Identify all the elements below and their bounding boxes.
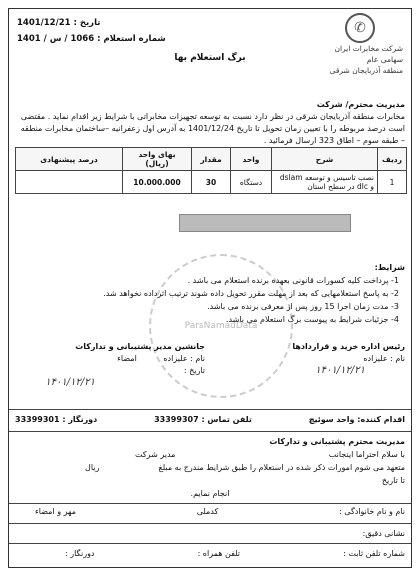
sig-left-name-label: نام : [190,354,205,363]
divider [9,543,411,544]
inquiry-form [8,8,412,568]
identity-row [15,507,405,516]
address-label: نشانی دقیق: [362,529,405,538]
condition-item: 3- مدت زمان اجرا 15 روز پس از معرفی برنده می باشد. [207,302,399,311]
number-row [17,31,166,47]
sig-left-name: علیزاده [163,354,188,363]
col-unit: واحد [231,148,272,171]
sig-left-handwritten-date: ۱۴۰۱/۱۲/۲۱ [45,377,95,388]
reply-currency: ریال [85,463,100,472]
divider [9,503,411,504]
tel-label: شماره تلفن ثابت : [343,549,405,558]
items-table [15,147,407,194]
cell-price: 10.000.000 [123,171,192,194]
table-header-row [16,148,407,171]
sig-right-name-label: نام : [390,354,405,363]
header-meta [17,15,166,47]
cell-unit: دستگاه [231,171,272,194]
condition-item: 4- جزئیات شرایط به پیوست برگ استعلام می باشد. [225,315,399,324]
watermark-text: ParsNamadData [184,321,258,331]
intro-body: مخابرات منطقه آذربایجان شرقی در نظر دارد نسبت به توسعه تجهیزات مخابراتی با شرایط زیر اقدام نماید . مقتضی است درصد مربوطه را با تعیین زمان تحویل تا تاریخ 1401/12/24 به آدرس اول زعفرانیه –ساختمان مخابرات منطقه – طبقه سوم – اطاق 323 ارسال فرمائید . [20,112,405,145]
reply-commit: متعهد می شوم امورات ذکر شده در استعلام را طبق شرایط مندرج به مبلغ [158,463,405,472]
reply-greeting: با سلام احتراما اینجانب [328,450,405,459]
reply-fax-label: دورنگار : [65,549,95,558]
divider [9,409,411,410]
phone-value: 33399307 [154,415,199,424]
col-percent: درصد پیشنهادی [16,148,123,171]
sig-right-handwritten-date: ۱۴۰۱/۱۲/۲۱ [315,365,365,376]
cell-percent[interactable] [16,171,123,194]
conditions [103,261,405,326]
table-row [16,171,407,194]
cell-row: 1 [378,171,407,194]
cell-desc: نصب تاسیس و توسعه dslam و dlc در سطح استان [272,171,378,194]
reply-until: تا تاریخ [381,476,405,485]
divider [9,431,411,432]
signature-right [215,341,405,377]
sig-right-name: علیزاده [363,354,388,363]
telecom-logo-icon: ✆ [345,13,375,43]
date-value: 1401/12/21 [17,18,71,28]
logo-line-2: سهامی عام [366,55,403,64]
id-label: کدملی [196,507,219,516]
logo-line-1: شرکت مخابرات ایران [334,44,403,53]
date-label: تاریخ : [73,18,101,28]
form-title: برگ استعلام بها [174,53,246,63]
phone-label: تلفن تماس : [201,415,252,424]
divider [9,523,411,524]
condition-item: 2- به پاسخ استعلامهایی که بعد از مهلت مقرر تحویل داده شوند ترتیب اثرداده نخواهد شد. [103,289,399,298]
logo-line-3: منطقه آذربایجان شرقی [329,66,403,75]
name-label: نام و نام خانوادگی : [339,507,405,516]
reply-done: انجام نمایم. [190,489,230,498]
number-value: 1066 / س / 1401 [17,34,95,44]
action-label: اقدام کننده: واحد سوئیچ [308,415,405,424]
col-row: ردیف [378,148,407,171]
mobile-label: تلفن همراه : [197,549,241,558]
action-row [15,415,405,424]
sig-left-title: جانشین مدیر پشتیبانی و تدارکات [75,342,205,351]
salutation: مدیریت محترم/ شرکت [316,100,405,109]
sig-right-title: رئیس اداره خرید و قراردادها [292,342,405,351]
sig-left-date-label: تاریخ : [183,366,205,375]
reply-company-label: مدیر شرکت [135,450,176,459]
number-label: شماره استعلام : [97,34,166,44]
condition-item: 1- پرداخت کلیه کسورات قانونی بعهده برنده استعلام می باشد . [187,276,399,285]
conditions-list [103,274,405,326]
reply-section [15,435,405,500]
cell-qty: 30 [192,171,231,194]
signature-left [15,341,205,389]
fax-value: 33399301 [15,415,60,424]
fax-label: دورنگار : [62,415,98,424]
redacted-block [179,214,351,232]
col-qty: مقدار [192,148,231,171]
date-row [17,15,166,31]
col-price: بهای واحد (ریال) [123,148,192,171]
reply-to: مدیریت محترم پشتیبانی و تدارکات [269,437,405,446]
company-logo [303,13,403,76]
contact-row [15,549,405,558]
sig-left-signature-label: امضاء [117,354,137,363]
col-desc: شرح [272,148,378,171]
conditions-title: شرایط: [374,263,405,272]
seal-label: مهر و امضاء [35,507,76,516]
